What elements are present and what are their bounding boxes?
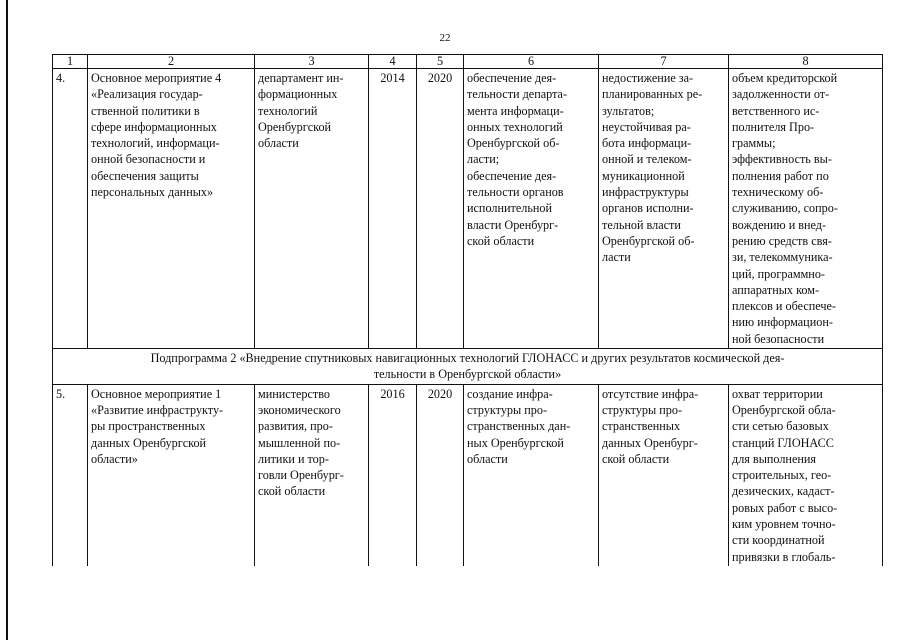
result-cell: создание инфра- структуры про- странственных дан- ных Оренбургской области <box>464 384 599 566</box>
consequences-cell: отсутствие инфра- структуры про- странственных данных Оренбург- ской области <box>599 384 729 566</box>
result-cell: обеспечение дея- тельности департа- мента информаци- онных технологий Оренбургской об- ласти; обеспечение дея- тельности органов исполнительной власти Оренбург- ской области <box>464 69 599 349</box>
subprogram-title: Подпрограмма 2 «Внедрение спутниковых навигационных технологий ГЛОНАСС и других результатов космической дея- тельности в Оренбургской области» <box>53 349 883 385</box>
column-header: 1 <box>53 55 88 69</box>
column-header: 5 <box>417 55 464 69</box>
executor-cell: департамент ин- формационных технологий Оренбургской области <box>255 69 369 349</box>
activities-table <box>52 54 883 566</box>
consequences-cell: недостижение за- планированных ре- зультатов; неустойчивая ра- бота информаци- онной и телеком- муникационной инфраструктуры органов исполни- тельной власти Оренбургской об- ласти <box>599 69 729 349</box>
left-margin-rule <box>6 0 8 640</box>
start-year-cell: 2014 <box>369 69 417 349</box>
header-row <box>53 55 883 69</box>
column-header: 4 <box>369 55 417 69</box>
indicators-cell: объем кредиторской задолженности от- ветственного ис- полнителя Про- граммы; эффективность вы- полнения работ по техническому об- служиванию, сопро- вождению и внед- рению средств свя- зи, телекоммуника- ций, программно- аппаратных ком- плексов и обеспече- нию информацион- ной безопасности <box>729 69 883 349</box>
indicators-cell: охват территории Оренбургской обла- сти сетью базовых станций ГЛОНАСС для выполнения строительных, гео- дезических, кадаст- ровых работ с высо- ким уровнем точно- сти координатной привязки в глобаль- <box>729 384 883 566</box>
end-year-cell: 2020 <box>417 384 464 566</box>
event-cell: Основное мероприятие 4 «Реализация государ- ственной политики в сфере информационных технологий, информаци- онной безопасности и обеспечения защиты персональных данных» <box>88 69 255 349</box>
row-number: 5. <box>53 384 88 566</box>
table-row <box>53 69 883 349</box>
column-header: 6 <box>464 55 599 69</box>
table-row <box>53 384 883 566</box>
event-cell: Основное мероприятие 1 «Развитие инфраструкту- ры пространственных данных Оренбургской области» <box>88 384 255 566</box>
executor-cell: министерство экономического развития, про- мышленной по- литики и тор- говли Оренбург- ской области <box>255 384 369 566</box>
row-number: 4. <box>53 69 88 349</box>
start-year-cell: 2016 <box>369 384 417 566</box>
page-number: 22 <box>439 32 451 44</box>
end-year-cell: 2020 <box>417 69 464 349</box>
column-header: 2 <box>88 55 255 69</box>
column-header: 7 <box>599 55 729 69</box>
section-row <box>53 349 883 385</box>
column-header: 3 <box>255 55 369 69</box>
column-header: 8 <box>729 55 883 69</box>
